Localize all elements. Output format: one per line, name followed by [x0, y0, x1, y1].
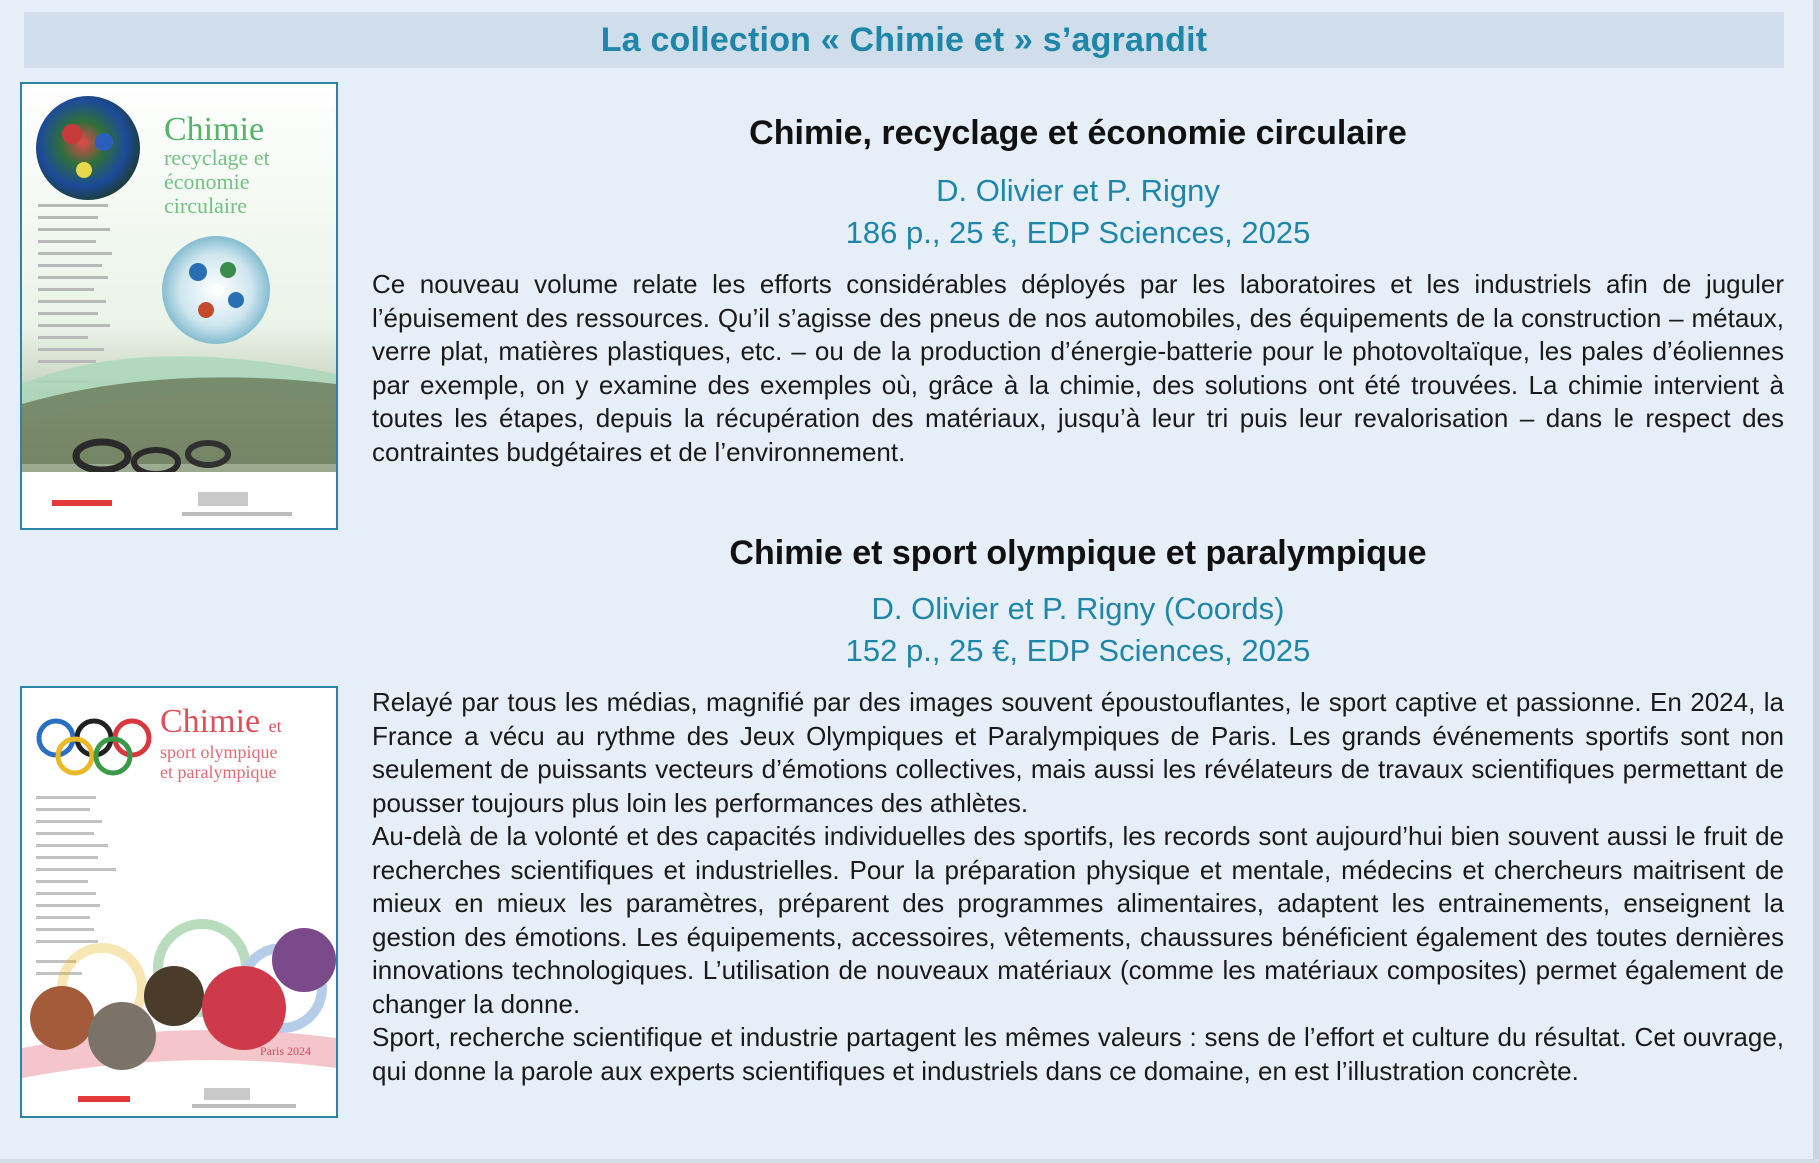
cover-title-text	[160, 703, 328, 782]
cover-title-main: Chimie	[164, 111, 265, 148]
book-cover-sport	[20, 686, 338, 1118]
book-cover-recyclage	[20, 82, 338, 530]
book-details-sport: 152 p., 25 €, EDP Sciences, 2025	[845, 633, 1311, 668]
description-paragraph: Au-delà de la volonté et des capacités individuelles des sportifs, les records sont aujourd’hui bien souvent aussi le fruit de recherches scientifiques et industrielles. Pour la préparation physique et mentale, médecins et chercheurs maitrisent de mieux en mieux les paramètres, préparent des programmes alimentaires, adaptent les entrainements, enseignent la gestion des émotions. Les équipements, accessoires, vêtements, chaussures bénéficient également des toutes dernières innovations technologiques. L’utilisation de nouveaux matériaux (comme les matériaux composites) permet également de changer la donne.	[372, 821, 1784, 1019]
book-authors-recyclage: D. Olivier et P. Rigny	[936, 173, 1220, 208]
book-description-recyclage	[372, 268, 1784, 469]
cover-subtitle-line3: circulaire	[164, 193, 248, 218]
description-paragraph: Ce nouveau volume relate les efforts considérables déployés par les laboratoires et les industriels afin de juguler l’épuisement des ressources. Qu’il s’agisse des pneus de nos automobiles, des équipements de la construction – métaux, verre plat, matières plastiques, etc. – ou de la production d’énergie-batterie pour le photovoltaïque, les pales d’éoliennes par exemple, on y examine des exemples où, grâce à la chimie, des solutions ont été trouvées. La chimie intervient à toutes les étapes, depuis la récupération des matériaux, jusqu’à leur tri puis leur revalorisation – dans le respect des contraintes budgétaires et de l’environnement.	[372, 269, 1784, 467]
cover-footer-text: Paris 2024	[260, 1044, 311, 1058]
bottom-edge-rule	[0, 1159, 1819, 1163]
cover-subtitle-line1: recyclage et	[164, 145, 270, 170]
cover-subtitle-line2: économie	[164, 169, 250, 194]
book-title-sport: Chimie et sport olympique et paralympique	[729, 534, 1427, 572]
description-paragraph: Relayé par tous les médias, magnifié par des images souvent époustouflantes, le sport captive et passionne. En 2024, la France a vécu au rythme des Jeux Olympiques et Paralympiques de Paris. Les grands événements sportifs sont non seulement de puissants vecteurs d’émotions collectives, mais aussi les révélateurs de travaux scientifiques permettant de pousser toujours plus loin les performances des athlètes.	[372, 687, 1784, 818]
book-description-sport	[372, 686, 1784, 1088]
section-title: La collection « Chimie et » s’agrandit	[600, 20, 1208, 59]
right-edge-rule	[1813, 0, 1819, 1163]
cover-title-suffix: et	[268, 716, 282, 736]
cover-subtitle-line2: et paralympique	[160, 762, 277, 782]
book-details-recyclage: 186 p., 25 €, EDP Sciences, 2025	[845, 215, 1311, 250]
cover-title-main: Chimie	[160, 703, 261, 740]
section-header	[24, 12, 1784, 68]
cover-subtitle-line1: sport olympique	[160, 742, 278, 762]
cover-title-text	[164, 111, 332, 218]
description-paragraph: Sport, recherche scientifique et industrie partagent les mêmes valeurs : sens de l’effort et culture du résultat. Cet ouvrage, qui donne la parole aux experts scientifiques et industriels dans ce domaine, en est l’illustration concrète.	[372, 1022, 1784, 1086]
book-authors-sport: D. Olivier et P. Rigny (Coords)	[871, 591, 1285, 626]
book-title-recyclage: Chimie, recyclage et économie circulaire	[749, 114, 1407, 152]
